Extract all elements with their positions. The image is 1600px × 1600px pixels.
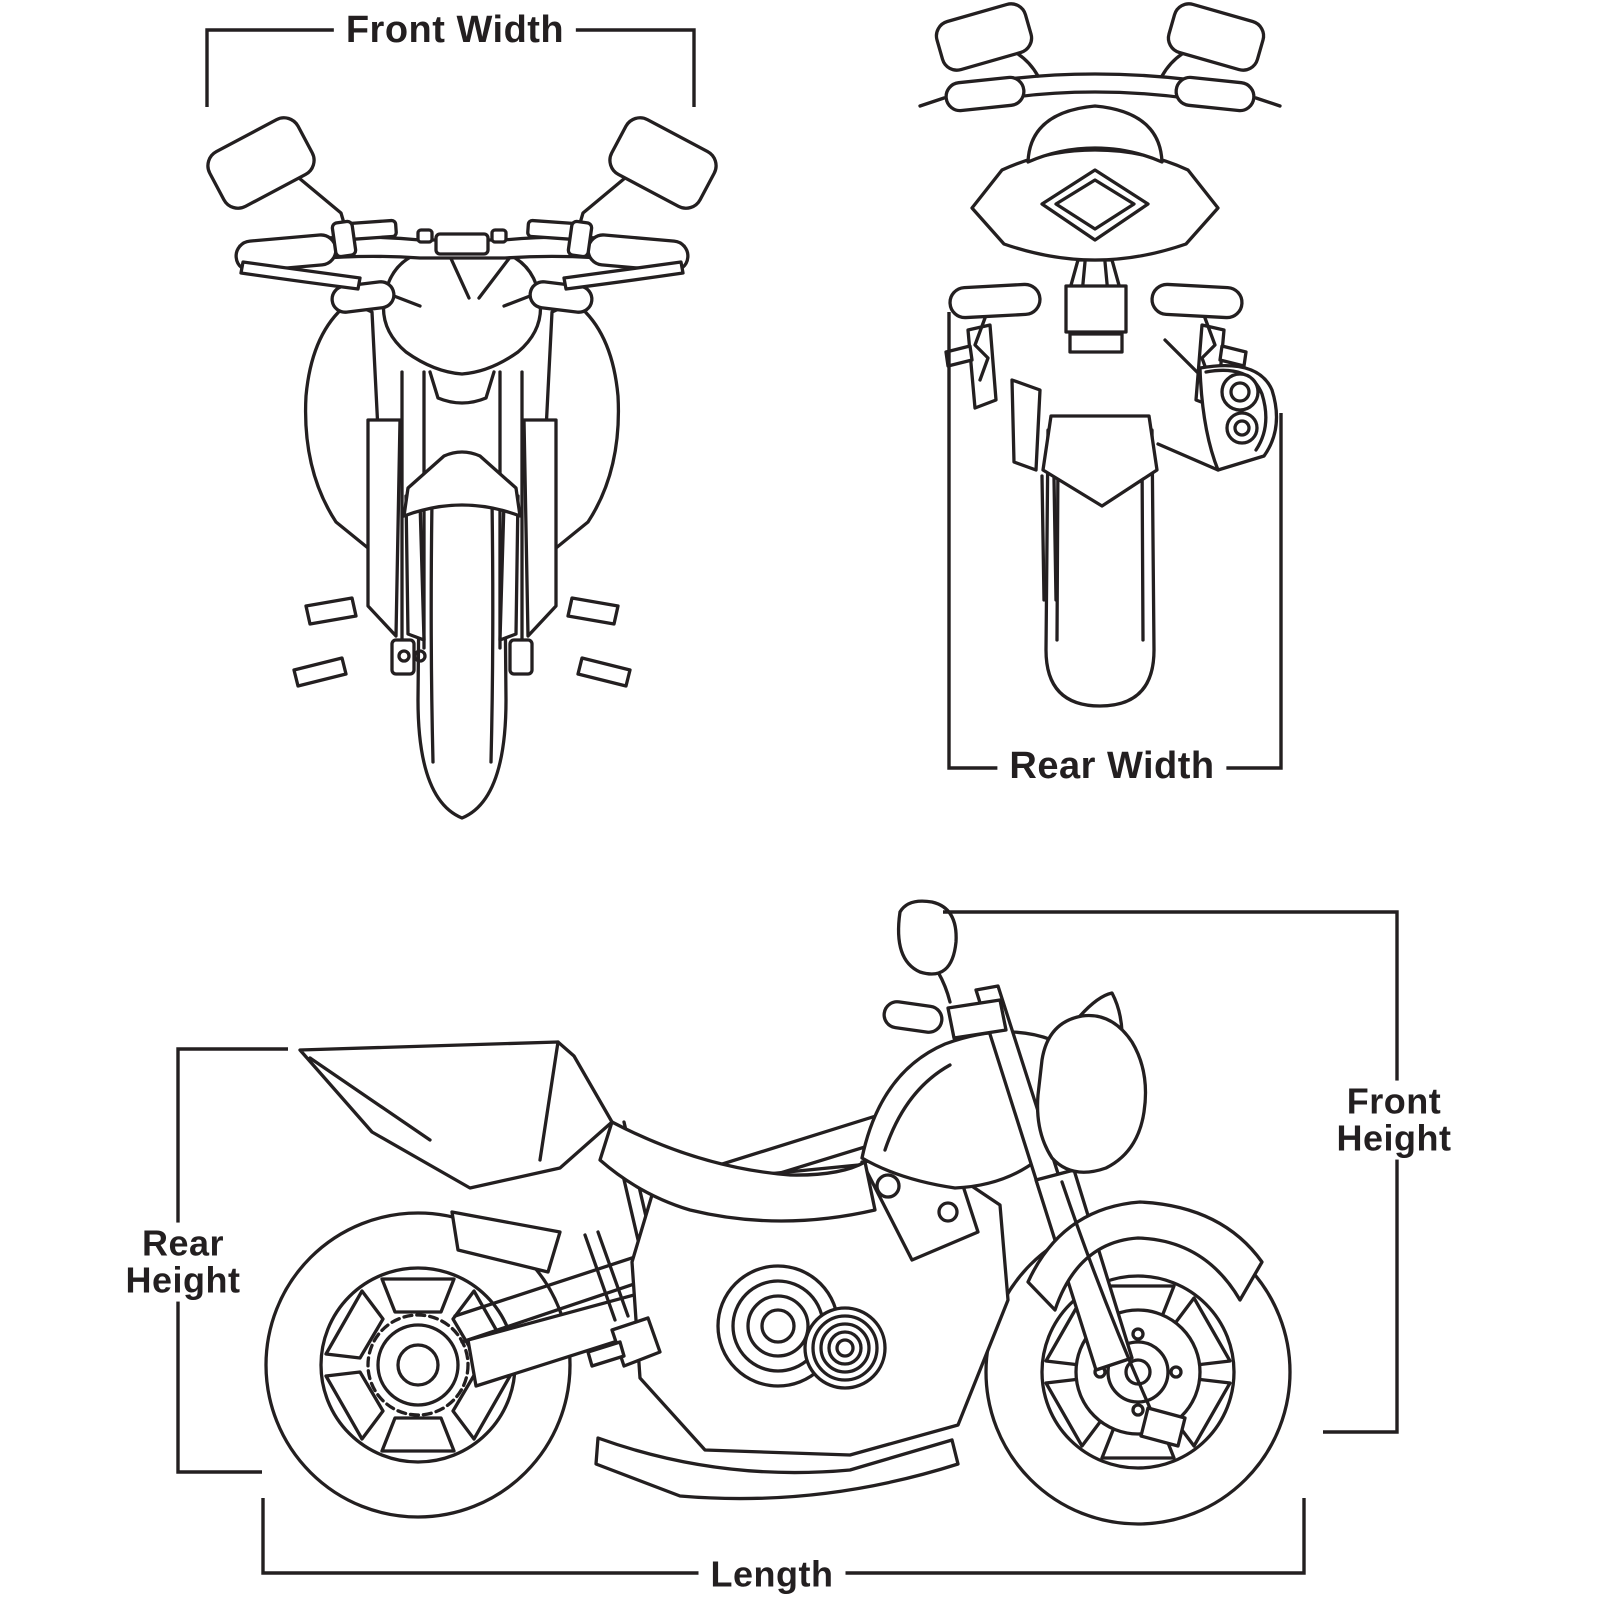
rear-height-text-1: Rear (141, 1222, 225, 1264)
front-height-text-1: Front (1346, 1080, 1442, 1122)
chain-guard (452, 1212, 560, 1272)
rear-view-drawing (920, 0, 1280, 706)
seat (600, 1122, 875, 1221)
rear-mirrors (933, 0, 1267, 76)
front-view-drawing (202, 112, 721, 818)
front-height-text-2: Height (1336, 1118, 1452, 1159)
license-plate (1066, 286, 1126, 332)
rear-width-text: Rear Width (1009, 745, 1215, 788)
side-view-drawing (266, 901, 1290, 1524)
front-width-text: Front Width (345, 9, 565, 52)
rear-height-label (118, 1223, 249, 1302)
rear-width-label (997, 745, 1226, 789)
front-width-label (334, 9, 576, 53)
headlight-cowl (1038, 1016, 1146, 1173)
front-height-label (1329, 1081, 1460, 1160)
rear-height-text-2: Height (125, 1260, 241, 1301)
tail-section (300, 1042, 612, 1188)
length-label (699, 1553, 846, 1594)
length-text: Length (710, 1553, 834, 1595)
